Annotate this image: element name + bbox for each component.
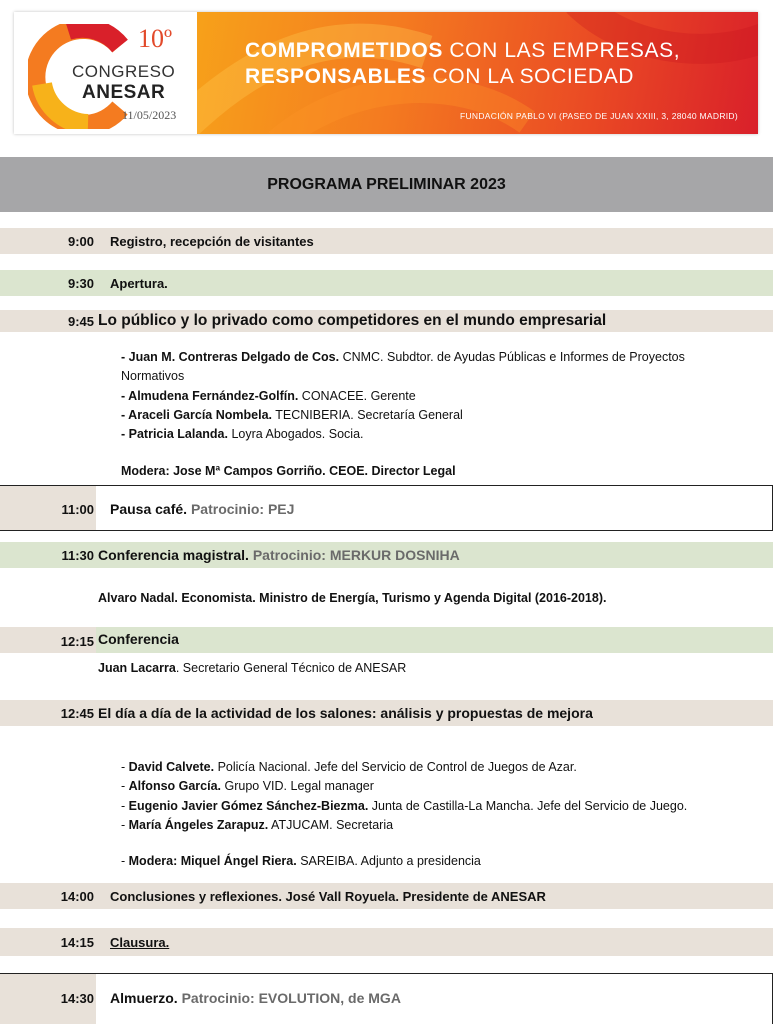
schedule-title: Conferencia: [98, 631, 179, 647]
speaker-line: - Eugenio Javier Gómez Sánchez-Biezma. Junta de Castilla-La Mancha. Jefe del Servicio de Juego.: [121, 798, 688, 813]
speaker-line: - María Ángeles Zarapuz. ATJUCAM. Secretaria: [121, 817, 394, 832]
keynote-speaker: Alvaro Nadal. Economista. Ministro de Energía, Turismo y Agenda Digital (2016-2018).: [98, 591, 607, 605]
schedule-row-1100: [0, 485, 773, 531]
congress-word: CONGRESO: [72, 62, 176, 81]
program-title: PROGRAMA PRELIMINAR 2023: [267, 175, 506, 193]
event-date: 11/05/2023: [122, 108, 177, 122]
speaker-line: - David Calvete. Policía Nacional. Jefe del Servicio de Control de Juegos de Azar.: [121, 760, 577, 774]
congress-logo: [14, 12, 197, 134]
schedule-row-0930: [0, 270, 773, 296]
schedule-time: 11:00: [61, 502, 94, 517]
schedule-row-1400: [0, 883, 773, 909]
speaker-line: - Araceli García Nombela. TECNIBERIA. Secretaría General: [121, 407, 463, 422]
schedule-row-1130: [0, 542, 773, 568]
schedule-row-1245: [0, 700, 773, 726]
schedule-row-1430: [0, 973, 773, 1024]
schedule-time: 11:30: [61, 548, 94, 563]
sponsor-label: Patrocinio: EVOLUTION, de MGA: [181, 990, 401, 1006]
schedule-time: 9:45: [67, 314, 94, 329]
hero-slogan: [197, 12, 758, 134]
schedule-title: Pausa café. Patrocinio: PEJ: [110, 501, 295, 517]
sponsor-label: Patrocinio: MERKUR DOSNIHA: [252, 547, 460, 563]
schedule-row-1215: [0, 627, 773, 653]
speaker-line: - Almudena Fernández-Golfín. CONACEE. Gerente: [121, 388, 416, 403]
speaker-line: - Juan M. Contreras Delgado de Cos. CNMC. Subdtor. de Ayudas Públicas e Informes de Proyectos Normativos: [121, 350, 685, 384]
slogan-line-2: RESPONSABLES CON LA SOCIEDAD: [245, 65, 635, 88]
panel-moderator: Modera: Jose Mª Campos Gorriño. CEOE. Director Legal: [121, 464, 456, 478]
edition-number: 10º: [138, 24, 173, 53]
conference-speaker: Juan Lacarra. Secretario General Técnico de ANESAR: [98, 661, 407, 675]
brand-name: ANESAR: [82, 82, 166, 103]
schedule-title: Almuerzo. Patrocinio: EVOLUTION, de MGA: [110, 990, 401, 1006]
speaker-line: - Patricia Lalanda. Loyra Abogados. Socia.: [121, 427, 364, 442]
event-banner: [14, 12, 758, 134]
slogan-line-1: COMPROMETIDOS CON LAS EMPRESAS,: [245, 39, 681, 62]
schedule-title: Conferencia magistral. Patrocinio: MERKUR DOSNIHA: [98, 547, 460, 563]
schedule-time: 14:30: [60, 991, 94, 1006]
schedule-row-0945: [0, 310, 773, 332]
schedule-row-0900: [0, 228, 773, 254]
panel-speakers: [121, 758, 741, 835]
program-title-bar: [0, 157, 773, 212]
panel-moderator: - Modera: Miquel Ángel Riera. SAREIBA. Adjunto a presidencia: [121, 854, 481, 868]
schedule-row-1415: [0, 928, 773, 956]
schedule-time: 12:45: [60, 706, 94, 721]
schedule-title: Registro, recepción de visitantes: [110, 234, 314, 249]
panel-speakers: [121, 348, 741, 444]
schedule-time: 14:00: [60, 889, 94, 904]
schedule-title: Apertura.: [110, 276, 168, 291]
schedule-time: 14:15: [60, 935, 94, 950]
schedule-time: 9:30: [67, 276, 94, 291]
speaker-line: - Alfonso García. Grupo VID. Legal manager: [121, 779, 374, 794]
schedule-title: El día a día de la actividad de los salones: análisis y propuestas de mejora: [98, 705, 593, 721]
schedule-time: 12:15: [60, 634, 94, 649]
schedule-time: 9:00: [67, 234, 94, 249]
event-venue: FUNDACIÓN PABLO VI (PASEO DE JUAN XXIII, 3, 28040 MADRID): [460, 111, 738, 121]
schedule-title: Conclusiones y reflexiones. José Vall Royuela. Presidente de ANESAR: [110, 889, 546, 904]
schedule-title: Lo público y lo privado como competidores en el mundo empresarial: [98, 312, 607, 329]
schedule-title: Clausura.: [110, 935, 170, 950]
sponsor-label: Patrocinio: PEJ: [190, 501, 295, 517]
